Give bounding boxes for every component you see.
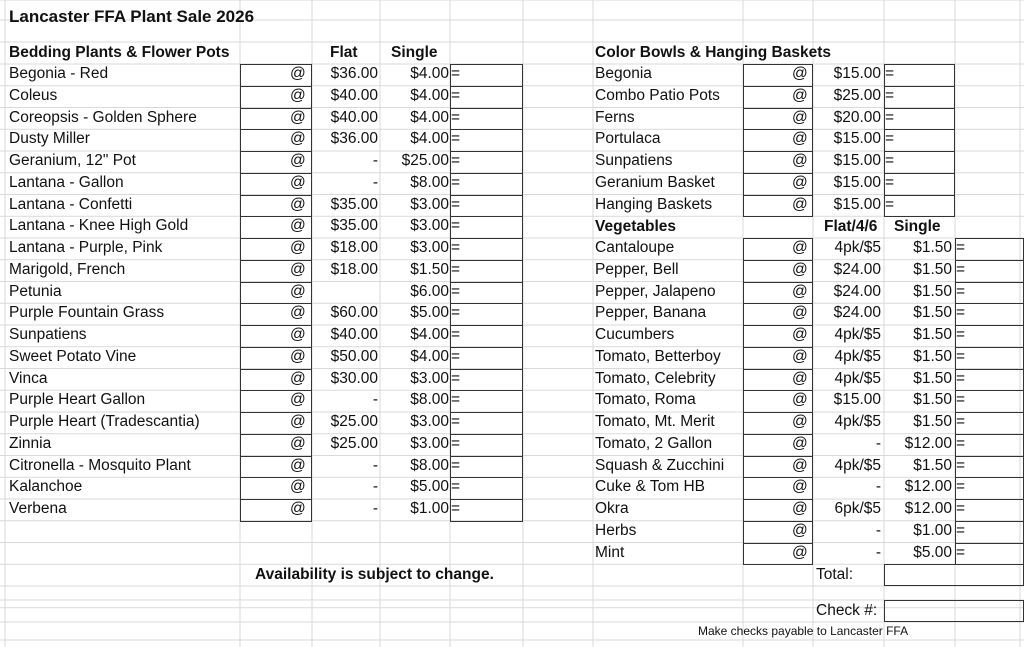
at-symbol: @ — [290, 65, 306, 82]
at-symbol: @ — [792, 456, 808, 474]
bedding-subtotal-cell[interactable] — [450, 108, 523, 131]
bedding-flat-price: $35.00 — [330, 217, 378, 235]
bedding-flat-price: - — [372, 478, 378, 496]
equals-symbol: = — [956, 413, 966, 430]
bedding-plant-name: Marigold, French — [9, 260, 126, 278]
vegetable-single-price: $5.00 — [913, 543, 952, 561]
equals-symbol: = — [451, 173, 461, 191]
color-bowl-subtotal-cell[interactable] — [884, 108, 955, 131]
bedding-single-price: $5.00 — [410, 478, 449, 496]
bedding-flat-price: $40.00 — [330, 108, 378, 126]
color-bowl-price: $15.00 — [833, 130, 881, 148]
bedding-plant-name: Coleus — [9, 86, 58, 104]
equals-symbol: = — [451, 195, 461, 213]
bedding-plant-name: Lantana - Purple, Pink — [9, 239, 163, 256]
at-symbol: @ — [290, 391, 306, 409]
vegetable-single-price: $12.00 — [904, 478, 952, 496]
bedding-subtotal-cell[interactable] — [450, 434, 523, 457]
bedding-flat-price: $40.00 — [330, 86, 378, 104]
vegetable-single-price: $1.50 — [913, 347, 952, 365]
bedding-flat-price: $18.00 — [330, 239, 378, 256]
equals-symbol: = — [451, 500, 461, 517]
equals-symbol: = — [451, 217, 461, 235]
equals-symbol: = — [956, 326, 966, 343]
at-symbol: @ — [792, 152, 808, 169]
equals-symbol: = — [956, 521, 966, 539]
bedding-single-price: $8.00 — [410, 173, 449, 191]
sheet-title: Lancaster FFA Plant Sale 2026 — [9, 7, 255, 26]
bedding-single-price: $4.00 — [410, 108, 449, 126]
vegetable-name: Cuke & Tom HB — [595, 478, 705, 496]
vegetable-name: Tomato, Roma — [595, 391, 696, 409]
equals-symbol: = — [451, 239, 461, 256]
vegetable-subtotal-cell[interactable] — [955, 325, 1024, 348]
availability-note: Availability is subject to change. — [255, 566, 494, 583]
equals-symbol: = — [956, 304, 966, 322]
at-symbol: @ — [792, 304, 808, 322]
bedding-plant-name: Coreopsis - Golden Sphere — [9, 108, 197, 126]
bedding-flat-price: $25.00 — [330, 413, 378, 430]
bedding-subtotal-cell[interactable] — [450, 173, 523, 196]
vegetable-flat-price: 4pk/$5 — [834, 456, 881, 474]
at-symbol: @ — [290, 239, 306, 256]
bedding-plant-name: Dusty Miller — [9, 130, 90, 148]
color-bowl-name: Ferns — [595, 108, 635, 126]
at-symbol: @ — [792, 326, 808, 343]
vegetable-name: Tomato, Betterboy — [595, 347, 721, 365]
equals-symbol: = — [956, 500, 966, 517]
at-symbol: @ — [792, 195, 808, 213]
bedding-plant-name: Lantana - Confetti — [9, 195, 133, 213]
bedding-flat-price: - — [372, 152, 378, 169]
bedding-plant-name: Lantana - Knee High Gold — [9, 217, 189, 235]
color-bowl-subtotal-cell[interactable] — [884, 173, 955, 196]
vegetable-subtotal-cell[interactable] — [955, 434, 1024, 457]
bedding-single-price: $3.00 — [410, 239, 449, 256]
vegetable-subtotal-cell[interactable] — [955, 238, 1024, 261]
bedding-flat-price: - — [372, 456, 378, 474]
vegetable-single-price: $1.50 — [913, 456, 952, 474]
at-symbol: @ — [792, 543, 808, 561]
equals-symbol: = — [885, 195, 895, 213]
bedding-plant-name: Citronella - Mosquito Plant — [9, 456, 191, 474]
bedding-flat-price: - — [372, 173, 378, 191]
bedding-single-price: $6.00 — [410, 282, 449, 300]
color-bowl-price: $15.00 — [833, 65, 881, 82]
at-symbol: @ — [290, 173, 306, 191]
vegetable-name: Herbs — [595, 521, 637, 539]
equals-symbol: = — [956, 456, 966, 474]
vegetable-single-price: $1.50 — [913, 260, 952, 278]
bedding-plant-name: Petunia — [9, 282, 62, 300]
color-bowl-name: Geranium Basket — [595, 173, 715, 191]
bedding-subtotal-cell[interactable] — [450, 260, 523, 283]
vegetable-single-price: $1.50 — [913, 239, 952, 256]
bedding-single-price: $4.00 — [410, 65, 449, 82]
bedding-flat-price: $60.00 — [330, 304, 378, 322]
bedding-single-price: $1.00 — [410, 500, 449, 517]
at-symbol: @ — [792, 108, 808, 126]
bedding-subtotal-cell[interactable] — [450, 456, 523, 479]
at-symbol: @ — [290, 195, 306, 213]
at-symbol: @ — [792, 86, 808, 104]
bedding-subtotal-cell[interactable] — [450, 477, 523, 500]
equals-symbol: = — [451, 456, 461, 474]
vegetable-single-price: $1.50 — [913, 282, 952, 300]
at-symbol: @ — [290, 500, 306, 517]
bedding-subtotal-cell[interactable] — [450, 347, 523, 370]
bedding-single-price: $3.00 — [410, 369, 449, 387]
at-symbol: @ — [290, 434, 306, 452]
bedding-single-price: $3.00 — [410, 434, 449, 452]
equals-symbol: = — [885, 130, 895, 148]
check-number-field[interactable] — [884, 600, 1024, 622]
equals-symbol: = — [885, 152, 895, 169]
vegetable-subtotal-cell[interactable] — [955, 282, 1024, 305]
color-bowl-name: Begonia — [595, 65, 652, 82]
check-number-label: Check #: — [816, 602, 878, 619]
veg-flat-header: Flat/4/6 — [824, 218, 878, 235]
payable-note: Make checks payable to Lancaster FFA — [698, 624, 909, 638]
vegetables-heading: Vegetables — [595, 218, 676, 235]
vegetable-flat-price: $24.00 — [833, 304, 881, 322]
equals-symbol: = — [885, 65, 895, 82]
bedding-flat-price: - — [372, 391, 378, 409]
vegetable-name: Pepper, Jalapeno — [595, 282, 716, 300]
vegetable-name: Tomato, 2 Gallon — [595, 434, 713, 452]
vegetable-single-price: $12.00 — [904, 500, 952, 517]
vegetable-single-price: $1.50 — [913, 304, 952, 322]
total-field[interactable] — [884, 564, 1024, 586]
bedding-single-price: $1.50 — [410, 260, 449, 278]
equals-symbol: = — [956, 369, 966, 387]
at-symbol: @ — [290, 86, 306, 104]
equals-symbol: = — [956, 260, 966, 278]
vegetable-subtotal-cell[interactable] — [955, 303, 1024, 326]
vegetable-flat-price: 4pk/$5 — [834, 326, 881, 343]
equals-symbol: = — [451, 108, 461, 126]
vegetable-name: Cucumbers — [595, 326, 675, 343]
bedding-subtotal-cell[interactable] — [450, 195, 523, 218]
bedding-flat-price: $35.00 — [330, 195, 378, 213]
color-bowl-name: Hanging Baskets — [595, 195, 713, 213]
color-bowl-subtotal-cell[interactable] — [884, 64, 955, 87]
vegetable-flat-price: 4pk/$5 — [834, 239, 881, 256]
total-label: Total: — [816, 566, 854, 583]
vegetable-subtotal-cell[interactable] — [955, 543, 1024, 566]
color-bowl-subtotal-cell[interactable] — [884, 129, 955, 152]
vegetable-subtotal-cell[interactable] — [955, 347, 1024, 370]
equals-symbol: = — [956, 347, 966, 365]
bedding-single-price: $5.00 — [410, 304, 449, 322]
at-symbol: @ — [792, 260, 808, 278]
color-bowl-name: Combo Patio Pots — [595, 86, 720, 104]
vegetable-single-price: $1.00 — [913, 521, 952, 539]
equals-symbol: = — [956, 282, 966, 300]
equals-symbol: = — [956, 543, 966, 561]
bedding-flat-price: $36.00 — [330, 130, 378, 148]
at-symbol: @ — [792, 239, 808, 256]
equals-symbol: = — [451, 65, 461, 82]
at-symbol: @ — [290, 108, 306, 126]
vegetable-flat-price: 4pk/$5 — [834, 347, 881, 365]
bedding-plant-name: Purple Heart (Tradescantia) — [9, 413, 200, 430]
at-symbol: @ — [792, 65, 808, 82]
bedding-subtotal-cell[interactable] — [450, 499, 523, 522]
vegetable-single-price: $1.50 — [913, 391, 952, 409]
color-bowl-price: $15.00 — [833, 173, 881, 191]
bedding-single-price: $4.00 — [410, 326, 449, 343]
at-symbol: @ — [290, 260, 306, 278]
vegetable-flat-price: $24.00 — [833, 282, 881, 300]
color-bowl-price: $15.00 — [833, 152, 881, 169]
equals-symbol: = — [885, 173, 895, 191]
vegetable-flat-price: 4pk/$5 — [834, 369, 881, 387]
at-symbol: @ — [792, 500, 808, 517]
equals-symbol: = — [956, 391, 966, 409]
color-bowl-subtotal-cell[interactable] — [884, 151, 955, 174]
color-bowl-price: $20.00 — [833, 108, 881, 126]
bedding-flat-price: - — [372, 500, 378, 517]
bedding-plant-name: Purple Fountain Grass — [9, 304, 165, 322]
equals-symbol: = — [451, 347, 461, 365]
equals-symbol: = — [885, 86, 895, 104]
bedding-flat-price: $50.00 — [330, 347, 378, 365]
color-bowl-subtotal-cell[interactable] — [884, 86, 955, 109]
bedding-subtotal-cell[interactable] — [450, 369, 523, 392]
vegetable-name: Mint — [595, 543, 625, 561]
color-bowl-subtotal-cell[interactable] — [884, 195, 955, 218]
vegetable-flat-price: - — [875, 543, 881, 561]
vegetable-name: Pepper, Banana — [595, 304, 707, 322]
at-symbol: @ — [792, 173, 808, 191]
at-symbol: @ — [290, 152, 306, 169]
color-bowls-heading: Color Bowls & Hanging Baskets — [595, 44, 831, 61]
bedding-plant-name: Sweet Potato Vine — [9, 347, 137, 365]
bedding-subtotal-cell[interactable] — [450, 86, 523, 109]
at-symbol: @ — [290, 217, 306, 235]
at-symbol: @ — [792, 282, 808, 300]
bedding-single-price: $3.00 — [410, 217, 449, 235]
at-symbol: @ — [792, 413, 808, 430]
equals-symbol: = — [451, 304, 461, 322]
bedding-subtotal-cell[interactable] — [450, 129, 523, 152]
at-symbol: @ — [290, 369, 306, 387]
equals-symbol: = — [956, 239, 966, 256]
bedding-plant-name: Vinca — [9, 369, 48, 387]
bedding-single-price: $8.00 — [410, 391, 449, 409]
vegetable-single-price: $1.50 — [913, 369, 952, 387]
bedding-plant-name: Kalanchoe — [9, 478, 83, 496]
vegetable-flat-price: - — [875, 434, 881, 452]
at-symbol: @ — [792, 391, 808, 409]
bedding-flat-header: Flat — [330, 44, 358, 61]
bedding-plant-name: Geranium, 12" Pot — [9, 152, 136, 169]
vegetable-name: Tomato, Mt. Merit — [595, 413, 715, 430]
at-symbol: @ — [290, 304, 306, 322]
bedding-plant-name: Zinnia — [9, 434, 52, 452]
at-symbol: @ — [792, 130, 808, 148]
equals-symbol: = — [451, 152, 461, 169]
at-symbol: @ — [290, 478, 306, 496]
at-symbol: @ — [290, 130, 306, 148]
at-symbol: @ — [792, 478, 808, 496]
equals-symbol: = — [451, 130, 461, 148]
equals-symbol: = — [451, 391, 461, 409]
bedding-subtotal-cell[interactable] — [450, 282, 523, 305]
bedding-subtotal-cell[interactable] — [450, 303, 523, 326]
bedding-flat-price: $36.00 — [330, 65, 378, 82]
bedding-single-price: $25.00 — [401, 152, 449, 169]
equals-symbol: = — [451, 326, 461, 343]
bedding-plants-heading: Bedding Plants & Flower Pots — [9, 44, 230, 61]
bedding-subtotal-cell[interactable] — [450, 238, 523, 261]
at-symbol: @ — [290, 347, 306, 365]
at-symbol: @ — [792, 521, 808, 539]
vegetable-flat-price: $24.00 — [833, 260, 881, 278]
bedding-single-price: $4.00 — [410, 347, 449, 365]
equals-symbol: = — [956, 434, 966, 452]
veg-single-header: Single — [894, 218, 941, 235]
bedding-subtotal-cell[interactable] — [450, 325, 523, 348]
vegetable-subtotal-cell[interactable] — [955, 456, 1024, 479]
at-symbol: @ — [792, 369, 808, 387]
vegetable-single-price: $1.50 — [913, 326, 952, 343]
vegetable-flat-price: - — [875, 521, 881, 539]
equals-symbol: = — [451, 86, 461, 104]
bedding-subtotal-cell[interactable] — [450, 412, 523, 435]
bedding-single-price: $3.00 — [410, 195, 449, 213]
bedding-single-price: $4.00 — [410, 130, 449, 148]
vegetable-name: Pepper, Bell — [595, 260, 679, 278]
bedding-single-price: $3.00 — [410, 413, 449, 430]
equals-symbol: = — [451, 282, 461, 300]
equals-symbol: = — [451, 413, 461, 430]
vegetable-subtotal-cell[interactable] — [955, 477, 1024, 500]
equals-symbol: = — [451, 260, 461, 278]
vegetable-subtotal-cell[interactable] — [955, 499, 1024, 522]
bedding-subtotal-cell[interactable] — [450, 64, 523, 87]
at-symbol: @ — [290, 413, 306, 430]
vegetable-name: Squash & Zucchini — [595, 456, 725, 474]
color-bowl-name: Portulaca — [595, 130, 661, 148]
bedding-plant-name: Purple Heart Gallon — [9, 391, 146, 409]
color-bowl-name: Sunpatiens — [595, 152, 673, 169]
at-symbol: @ — [290, 326, 306, 343]
equals-symbol: = — [885, 108, 895, 126]
bedding-single-header: Single — [391, 44, 438, 61]
at-symbol: @ — [290, 282, 306, 300]
equals-symbol: = — [956, 478, 966, 496]
at-symbol: @ — [290, 456, 306, 474]
vegetable-flat-price: 6pk/$5 — [834, 500, 881, 517]
vegetable-name: Cantaloupe — [595, 239, 675, 256]
vegetable-flat-price: $15.00 — [833, 391, 881, 409]
vegetable-subtotal-cell[interactable] — [955, 369, 1024, 392]
vegetable-single-price: $12.00 — [904, 434, 952, 452]
color-bowl-price: $15.00 — [833, 195, 881, 213]
bedding-subtotal-cell[interactable] — [450, 151, 523, 174]
equals-symbol: = — [451, 369, 461, 387]
equals-symbol: = — [451, 478, 461, 496]
bedding-flat-price: $30.00 — [330, 369, 378, 387]
bedding-plant-name: Lantana - Gallon — [9, 173, 124, 191]
bedding-plant-name: Begonia - Red — [9, 65, 109, 82]
vegetable-flat-price: 4pk/$5 — [834, 413, 881, 430]
bedding-plant-name: Sunpatiens — [9, 326, 87, 343]
bedding-flat-price: $25.00 — [330, 434, 378, 452]
at-symbol: @ — [792, 347, 808, 365]
vegetable-name: Tomato, Celebrity — [595, 369, 716, 387]
vegetable-name: Okra — [595, 500, 629, 517]
bedding-single-price: $8.00 — [410, 456, 449, 474]
vegetable-flat-price: - — [875, 478, 881, 496]
bedding-plant-name: Verbena — [9, 500, 67, 517]
bedding-single-price: $4.00 — [410, 86, 449, 104]
equals-symbol: = — [451, 434, 461, 452]
bedding-subtotal-cell[interactable] — [450, 216, 523, 239]
vegetable-single-price: $1.50 — [913, 413, 952, 430]
at-symbol: @ — [792, 434, 808, 452]
vegetable-subtotal-cell[interactable] — [955, 260, 1024, 283]
vegetable-subtotal-cell[interactable] — [955, 412, 1024, 435]
bedding-flat-price: $40.00 — [330, 326, 378, 343]
bedding-flat-price: $18.00 — [330, 260, 378, 278]
bedding-subtotal-cell[interactable] — [450, 390, 523, 413]
vegetable-subtotal-cell[interactable] — [955, 390, 1024, 413]
color-bowl-price: $25.00 — [833, 86, 881, 104]
vegetable-subtotal-cell[interactable] — [955, 521, 1024, 544]
